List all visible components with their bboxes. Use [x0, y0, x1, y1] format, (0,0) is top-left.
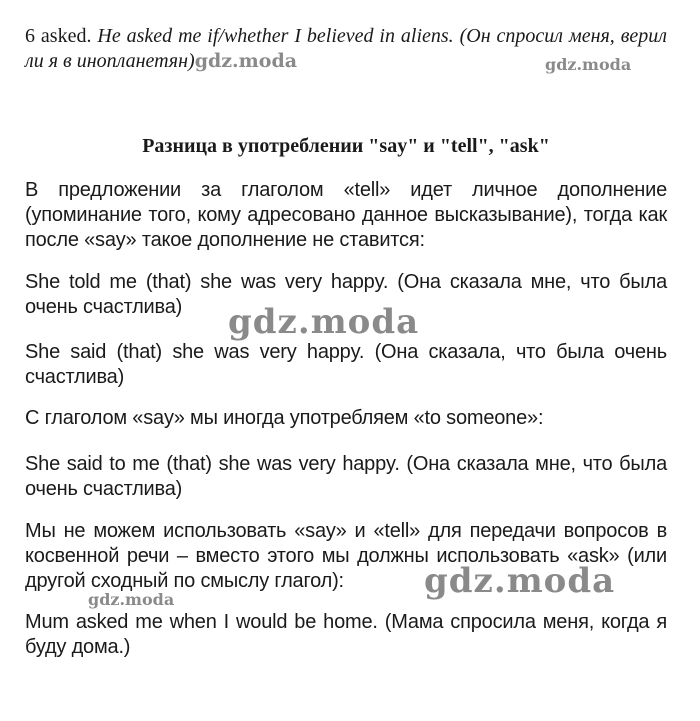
section-heading: Разница в употреблении "say" и "tell", "ask" — [142, 135, 550, 157]
watermark-inline: gdz.moda — [194, 50, 298, 72]
paragraph-said-to-example: She said to me (that) she was very happy. (Она сказала мне, что была очень счастлива) — [25, 453, 667, 500]
paragraph-said-example: She said (that) she was very happy. (Она сказала, что была очень счастлива) — [25, 341, 667, 388]
watermark-middle: gdz.moda — [228, 302, 420, 342]
watermark-bottom-right: gdz.moda — [424, 561, 616, 601]
example-translation-part1: (Он спросил меня, — [459, 25, 615, 47]
paragraph-ask-explanation: Мы не можем использовать «say» и «tell» для передачи вопросов в косвенной речи – вместо этого мы должны использовать «ask» (или другой сходный по смыслу глагол): — [25, 520, 667, 592]
example-english: He asked me if/whether I believed in aliens. — [97, 25, 454, 47]
paragraph-mum-example: Mum asked me when I would be home. (Мама спросила меня, когда я буду дома.) — [25, 611, 667, 658]
watermark-bottom-left: gdz.moda — [88, 590, 175, 609]
example-6 — [25, 24, 667, 74]
paragraph-told-example: She told me (that) she was very happy. (Она сказала мне, что была очень счастлива) — [25, 271, 667, 318]
example-number: 6 asked. — [25, 25, 92, 47]
example-translation-part2: верил ли я в инопланетян) — [25, 25, 668, 72]
watermark-top-right: gdz.moda — [545, 55, 632, 74]
paragraph-say-to-someone: С глаголом «say» мы иногда употребляем «to someone»: — [25, 407, 544, 429]
paragraph-tell-explanation: В предложении за глаголом «tell» идет личное дополнение (упоминание того, кому адресовано данное высказывание), тогда как после «say» такое дополнение не ставится: — [25, 179, 667, 251]
